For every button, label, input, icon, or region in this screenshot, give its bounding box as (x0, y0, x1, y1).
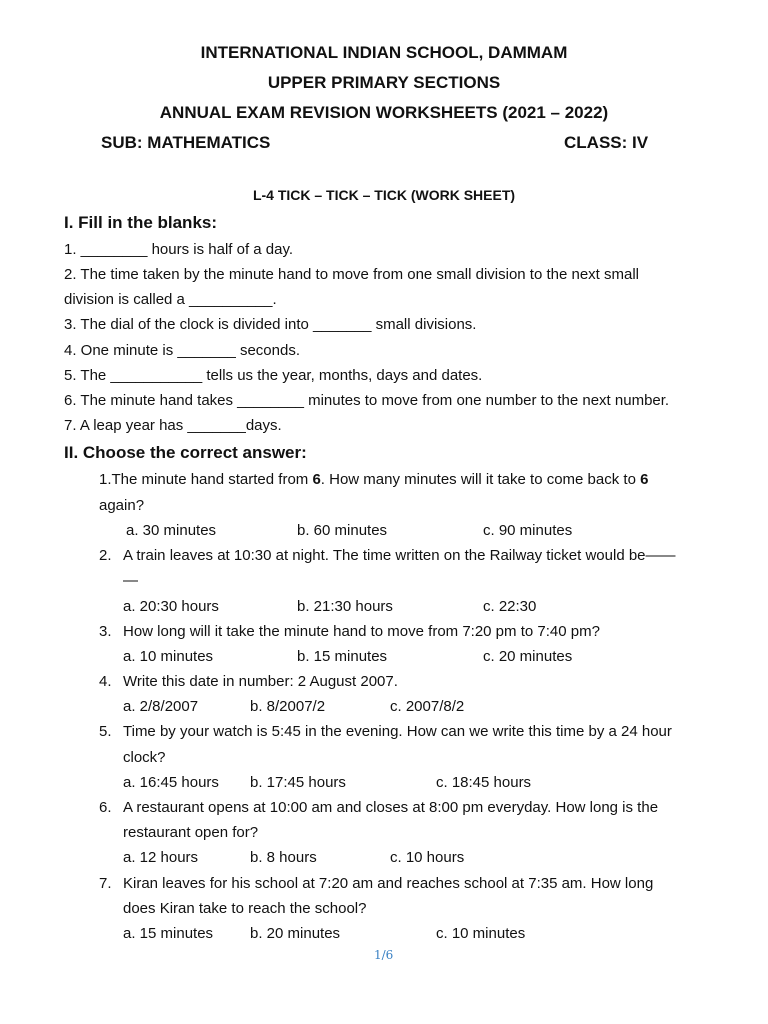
question-number: 6. (99, 799, 112, 816)
subject-label: SUB: MATHEMATICS (101, 133, 271, 152)
option-a: a. 12 hours (123, 849, 199, 866)
question-text: 1.The minute hand started from 6. How many minutes will it take to come back to 6 (99, 471, 649, 488)
option-c: c. 2007/8/2 (390, 698, 465, 715)
option-c: c. 18:45 hours (436, 774, 532, 791)
question-text: — (123, 572, 138, 589)
fill-blank-line: 2. The time taken by the minute hand to move from one small division to the next small (64, 266, 640, 283)
option-a: a. 20:30 hours (123, 598, 219, 615)
fill-blank-line: 6. The minute hand takes ________ minutes to move from one number to the next number. (64, 392, 670, 409)
option-c: c. 10 hours (390, 849, 465, 866)
option-b: b. 60 minutes (297, 522, 388, 539)
page-indicator: 1/6 (374, 948, 394, 962)
question-text: Time by your watch is 5:45 in the evening. How can we write this time by a 24 hour (123, 723, 672, 740)
question-text: A restaurant opens at 10:00 am and closes at 8:00 pm everyday. How long is the (123, 799, 659, 816)
question-number: 3. (99, 623, 112, 640)
option-c: c. 20 minutes (483, 648, 573, 665)
class-label: CLASS: IV (564, 133, 649, 152)
question-text: Write this date in number: 2 August 2007. (123, 673, 398, 690)
option-c: c. 22:30 (483, 598, 537, 615)
question-text: A train leaves at 10:30 at night. The time written on the Railway ticket would be—— (123, 547, 676, 564)
option-b: b. 15 minutes (297, 648, 388, 665)
fill-blanks-heading: I. Fill in the blanks: (64, 213, 218, 232)
school-name: INTERNATIONAL INDIAN SCHOOL, DAMMAM (200, 43, 568, 62)
option-a: a. 16:45 hours (123, 774, 219, 791)
fill-blank-line: 4. One minute is _______ seconds. (64, 342, 300, 359)
fill-blank-line: 7. A leap year has _______days. (64, 417, 282, 434)
question-text: restaurant open for? (123, 824, 259, 841)
option-b: b. 20 minutes (250, 925, 341, 942)
question-text: clock? (123, 749, 166, 766)
question-number: 7. (99, 875, 112, 892)
option-b: b. 8 hours (250, 849, 317, 866)
question-number: 2. (99, 547, 112, 564)
option-a: a. 2/8/2007 (123, 698, 199, 715)
option-a: a. 30 minutes (126, 522, 217, 539)
mcq-heading: II. Choose the correct answer: (64, 443, 307, 462)
question-text: How long will it take the minute hand to move from 7:20 pm to 7:40 pm? (123, 623, 600, 640)
option-a: a. 15 minutes (123, 925, 214, 942)
question-text: Kiran leaves for his school at 7:20 am and reaches school at 7:35 am. How long (123, 875, 654, 892)
question-text: again? (99, 497, 145, 514)
fill-blank-line: division is called a __________. (64, 291, 277, 308)
worksheet-title: L-4 TICK – TICK – TICK (WORK SHEET) (252, 187, 516, 203)
option-c: c. 10 minutes (436, 925, 526, 942)
question-number: 5. (99, 723, 112, 740)
question-number: 4. (99, 673, 112, 690)
question-text: does Kiran take to reach the school? (123, 900, 367, 917)
option-b: b. 17:45 hours (250, 774, 346, 791)
exam-title: ANNUAL EXAM REVISION WORKSHEETS (2021 – 2022) (159, 103, 609, 122)
fill-blank-line: 5. The ___________ tells us the year, months, days and dates. (64, 367, 483, 384)
option-b: b. 8/2007/2 (250, 698, 326, 715)
fill-blank-line: 1. ________ hours is half of a day. (64, 241, 294, 258)
fill-blank-line: 3. The dial of the clock is divided into _______ small divisions. (64, 316, 477, 333)
option-b: b. 21:30 hours (297, 598, 393, 615)
option-c: c. 90 minutes (483, 522, 573, 539)
section-name: UPPER PRIMARY SECTIONS (267, 73, 501, 92)
option-a: a. 10 minutes (123, 648, 214, 665)
